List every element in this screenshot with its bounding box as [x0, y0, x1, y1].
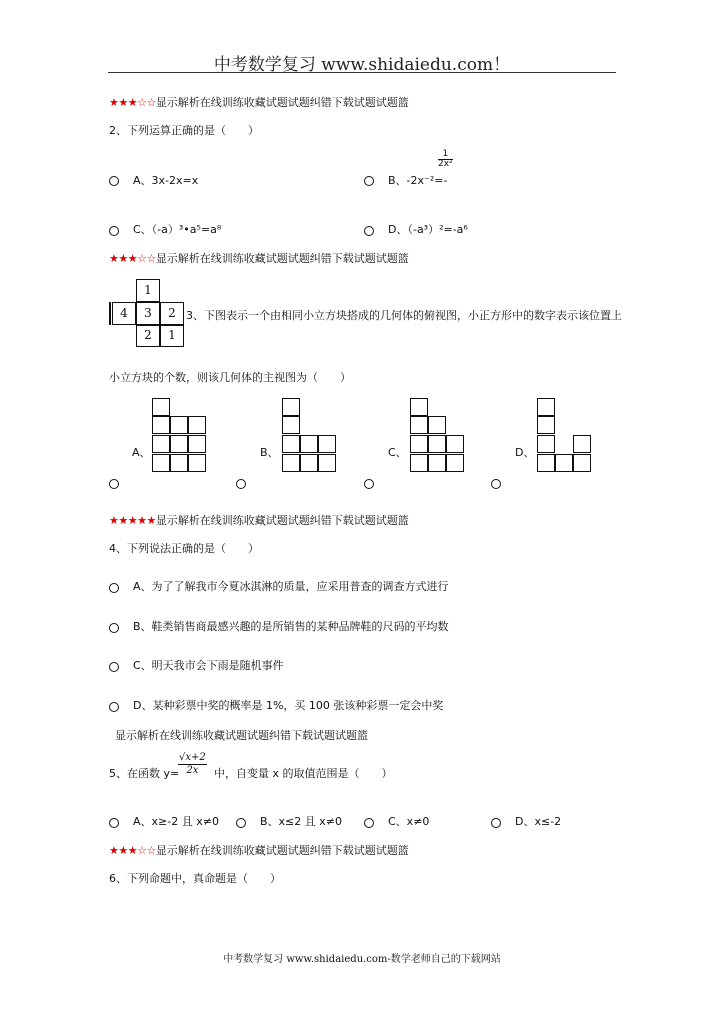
- q5-fraction-denominator: 2x: [186, 765, 199, 776]
- q3-option-d-radio[interactable]: [491, 479, 501, 489]
- q4-option-c-radio[interactable]: [109, 662, 119, 672]
- q2-tools-links[interactable]: 显示解析在线训练收藏试题试题纠错下载试题试题篮: [155, 96, 409, 109]
- q2-option-d-radio[interactable]: [364, 226, 374, 236]
- q2-option-b-denominator: 2x²: [438, 159, 453, 169]
- view-cell: [537, 454, 555, 472]
- q4-tools-links[interactable]: 显示解析在线训练收藏试题试题纠错下载试题试题篮: [155, 514, 409, 527]
- q4-option-a: A、为了了解我市今夏冰淇淋的质量，应采用普查的调查方式进行: [133, 580, 449, 593]
- view-cell: [428, 454, 446, 472]
- view-cell: [318, 435, 336, 453]
- view-cell: [428, 435, 446, 453]
- q2-option-a-radio[interactable]: [109, 176, 119, 186]
- q3-option-d-figure[interactable]: [537, 398, 597, 474]
- q6-question: 6、下列命题中，真命题是（ ）: [109, 872, 281, 885]
- view-cell: [555, 454, 573, 472]
- q2-option-a: A、3x-2x=x: [133, 174, 199, 187]
- view-cell: [170, 435, 188, 453]
- header-divider: [108, 72, 616, 73]
- q3-question-part2: 小立方块的个数，则该几何体的主视图为（ ）: [109, 371, 351, 384]
- page-footer: 中考数学复习 www.shidaiedu.com-数学老师自己的下载网站: [223, 954, 501, 965]
- q3-top-num: 4: [120, 306, 128, 320]
- view-cell: [410, 435, 428, 453]
- q3-option-a-figure[interactable]: [152, 398, 212, 474]
- q2-option-c-radio[interactable]: [109, 226, 119, 236]
- q5-option-c: C、x≠0: [388, 815, 430, 828]
- view-cell: [170, 454, 188, 472]
- q3-option-c-label: C、: [388, 446, 407, 459]
- view-cell: [282, 416, 300, 434]
- view-cell: [446, 435, 464, 453]
- view-cell: [300, 435, 318, 453]
- q4-toolbar: [109, 514, 409, 528]
- q3-top-num: 1: [168, 328, 176, 342]
- q4-option-d-radio[interactable]: [109, 702, 119, 712]
- q3-option-b-label: B、: [260, 446, 279, 459]
- q2-option-d: D、（-a³）²=-a⁶: [388, 223, 468, 236]
- view-cell: [282, 454, 300, 472]
- q3-top-num: 2: [144, 328, 152, 342]
- view-cell: [573, 454, 591, 472]
- q2-question: 2、下列运算正确的是（ ）: [109, 124, 259, 137]
- q6-toolbar: [109, 844, 409, 858]
- q3-difficulty-stars: ★★★☆☆: [109, 252, 156, 265]
- view-cell: [152, 398, 170, 416]
- view-cell: [410, 398, 428, 416]
- q2-option-b: B、-2x⁻²=-: [388, 174, 448, 187]
- q3-option-b-radio[interactable]: [236, 479, 246, 489]
- q2-option-c: C、（-a）³•a⁵=a⁸: [133, 223, 222, 236]
- q4-option-b-radio[interactable]: [109, 623, 119, 633]
- q5-option-a-radio[interactable]: [109, 818, 119, 828]
- view-cell: [537, 398, 555, 416]
- q4-question: 4、下列说法正确的是（ ）: [109, 542, 259, 555]
- view-cell: [152, 435, 170, 453]
- q5-option-b: B、x≤2 且 x≠0: [260, 815, 342, 828]
- q5-tools-links[interactable]: 显示解析在线训练收藏试题试题纠错下载试题试题篮: [115, 729, 368, 742]
- view-cell: [152, 416, 170, 434]
- view-cell: [188, 454, 206, 472]
- view-cell: [573, 435, 591, 453]
- q4-option-b: B、鞋类销售商最感兴趣的是所销售的某种品牌鞋的尺码的平均数: [133, 620, 449, 633]
- q2-option-b-numerator: 1: [438, 150, 453, 160]
- q3-question-part1: 3、下图表示一个由相同小立方块搭成的几何体的俯视图，小正方形中的数字表示该位置上: [186, 309, 622, 322]
- view-cell: [152, 454, 170, 472]
- q4-option-c: C、明天我市会下雨是随机事件: [133, 659, 284, 672]
- view-cell: [282, 435, 300, 453]
- q3-toolbar: [109, 252, 409, 266]
- q4-option-a-radio[interactable]: [109, 583, 119, 593]
- q5-question-post: 中，自变量 x 的取值范围是（ ）: [214, 767, 393, 780]
- q2-difficulty-stars: ★★★☆☆: [109, 96, 156, 109]
- q5-question-pre: 5、在函数 y=: [109, 767, 180, 780]
- view-cell: [282, 398, 300, 416]
- view-cell: [428, 416, 446, 434]
- view-cell: [170, 416, 188, 434]
- q5-option-c-radio[interactable]: [364, 818, 374, 828]
- q3-top-num: 3: [144, 306, 152, 320]
- q3-top-num: 1: [144, 283, 152, 297]
- q5-option-d: D、x≤-2: [515, 815, 562, 828]
- view-cell: [318, 454, 336, 472]
- view-cell: [410, 454, 428, 472]
- view-cell: [446, 454, 464, 472]
- q5-fraction-numerator: √x+2: [179, 752, 206, 763]
- q3-option-d-label: D、: [515, 446, 535, 459]
- q2-toolbar: [109, 96, 409, 110]
- q3-top-edge: [109, 302, 111, 325]
- q3-option-c-figure[interactable]: [410, 398, 470, 474]
- q4-option-d: D、某种彩票中奖的概率是 1%，买 100 张该种彩票一定会中奖: [133, 699, 444, 712]
- view-cell: [410, 416, 428, 434]
- q2-option-b-radio[interactable]: [364, 176, 374, 186]
- q5-fraction: [178, 752, 207, 777]
- q3-option-a-label: A、: [132, 446, 151, 459]
- q5-option-d-radio[interactable]: [491, 818, 501, 828]
- q3-option-b-figure[interactable]: [282, 398, 342, 474]
- q5-option-a: A、x≥-2 且 x≠0: [133, 815, 219, 828]
- q3-top-num: 2: [168, 306, 176, 320]
- q5-option-b-radio[interactable]: [236, 818, 246, 828]
- view-cell: [537, 416, 555, 434]
- view-cell: [188, 435, 206, 453]
- view-cell: [537, 435, 555, 453]
- q3-option-c-radio[interactable]: [364, 479, 374, 489]
- page-header: 中考数学复习 www.shidaiedu.com！: [213, 55, 511, 75]
- q6-tools-links[interactable]: 显示解析在线训练收藏试题试题纠错下载试题试题篮: [155, 844, 409, 857]
- q3-option-a-radio[interactable]: [109, 479, 119, 489]
- view-cell: [188, 416, 206, 434]
- q4-difficulty-stars: ★★★★★: [109, 514, 156, 527]
- q3-tools-links[interactable]: 显示解析在线训练收藏试题试题纠错下载试题试题篮: [155, 252, 409, 265]
- q2-option-b-fraction: [438, 150, 453, 169]
- view-cell: [300, 454, 318, 472]
- q6-difficulty-stars: ★★★☆☆: [109, 844, 156, 857]
- q3-top-view-figure: [109, 279, 185, 347]
